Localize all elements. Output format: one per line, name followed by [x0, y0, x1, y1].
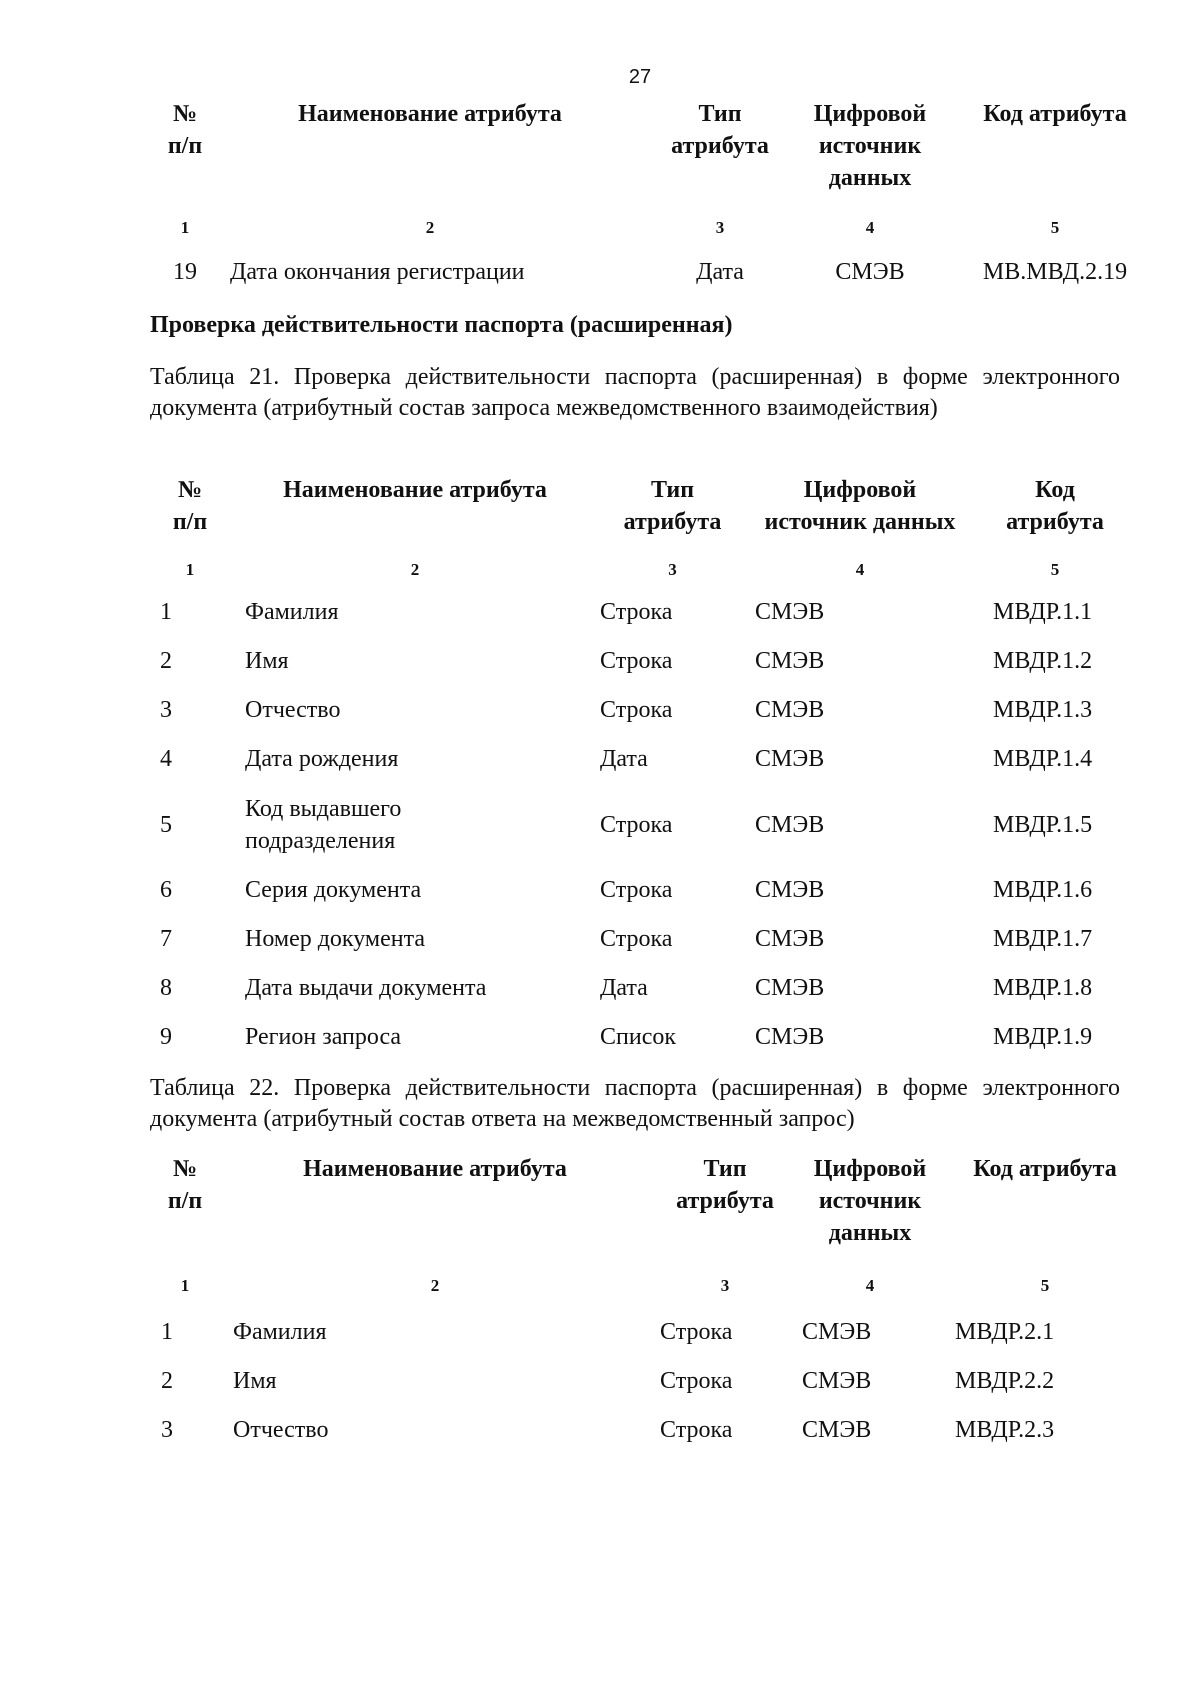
col-number: 2 [410, 560, 420, 579]
cell-name: Дата окончания регистрации [230, 259, 525, 285]
cell-name: Дата выдачи документа [245, 975, 487, 1001]
header-type-line: Тип [703, 1156, 747, 1182]
cell-code: МВДР.2.1 [955, 1319, 1055, 1345]
cell-code: МВДР.1.2 [993, 648, 1093, 674]
header-source-line: данных [828, 1220, 912, 1246]
cell-type: Строка [660, 1368, 733, 1394]
cell-source: СМЭВ [755, 1024, 825, 1050]
section-heading: Проверка действительности паспорта (расширенная) [150, 312, 733, 338]
cell-type: Дата [600, 975, 648, 1001]
cell-source: СМЭВ [755, 812, 825, 838]
cell-num: 19 [173, 259, 197, 285]
cell-name: Регион запроса [245, 1024, 402, 1050]
header-name-line: Наименование атрибута [283, 477, 547, 503]
cell-source: СМЭВ [802, 1319, 872, 1345]
header-name-line: Наименование атрибута [298, 101, 562, 127]
cell-source: СМЭВ [755, 877, 825, 903]
cell-source: СМЭВ [755, 599, 825, 625]
cell-code: МВДР.1.5 [993, 812, 1093, 838]
header-type [650, 1153, 800, 1217]
header-name-line: Наименование атрибута [303, 1156, 567, 1182]
col-number: 2 [430, 1276, 440, 1295]
cell-name-line: Код выдавшего [245, 796, 402, 822]
header-type [645, 98, 795, 162]
cell-source: СМЭВ [755, 975, 825, 1001]
header-num-line: п/п [167, 1188, 203, 1214]
col-number: 4 [865, 1276, 875, 1295]
header-type [600, 474, 745, 538]
header-code [985, 474, 1125, 538]
cell-name: Отчество [233, 1417, 329, 1443]
header-num [150, 98, 220, 162]
header-source-line: Цифровой [803, 477, 917, 503]
cell-name: Отчество [245, 697, 341, 723]
cell-name: Имя [245, 648, 289, 674]
cell-source: СМЭВ [802, 1417, 872, 1443]
cell-source: СМЭВ [802, 1368, 872, 1394]
cell-code: МВДР.2.3 [955, 1417, 1055, 1443]
header-name [240, 1153, 630, 1185]
header-num-line: п/п [167, 133, 203, 159]
header-type-line: атрибута [671, 133, 769, 159]
cell-type: Строка [660, 1417, 733, 1443]
header-code-line: Код [1035, 477, 1075, 503]
cell-type: Строка [660, 1319, 733, 1345]
col-number: 5 [1050, 560, 1060, 579]
header-source-line: данных [828, 165, 912, 191]
header-type-line: Тип [698, 101, 742, 127]
cell-type: Строка [600, 812, 673, 838]
cell-name: Серия документа [245, 877, 422, 903]
cell-num: 2 [161, 1368, 173, 1394]
cell-type: Дата [600, 746, 648, 772]
col-number: 2 [425, 218, 435, 237]
header-type-line: атрибута [623, 509, 722, 535]
cell-name-line: подразделения [245, 828, 396, 854]
header-code [955, 98, 1155, 130]
header-source-line: Цифровой [813, 101, 927, 127]
header-source [790, 98, 950, 194]
cell-source: СМЭВ [755, 746, 825, 772]
col-number: 4 [865, 218, 875, 237]
col-number: 5 [1050, 218, 1060, 237]
cell-num: 2 [160, 648, 172, 674]
header-source [745, 474, 975, 538]
col-number: 5 [1040, 1276, 1050, 1295]
header-num-line: № [172, 1156, 198, 1182]
cell-num: 1 [160, 599, 172, 625]
header-source-line: источник [818, 1188, 922, 1214]
header-name [240, 98, 620, 130]
page-number: 27 [628, 66, 652, 88]
cell-source: СМЭВ [755, 926, 825, 952]
cell-code: МВДР.2.2 [955, 1368, 1055, 1394]
cell-num: 6 [160, 877, 172, 903]
header-source [790, 1153, 950, 1249]
table21-caption: Таблица 21. Проверка действительности паспорта (расширенная) в форме электронного документа (атрибутный состав запроса межведомственного взаимодействия) [150, 364, 1120, 421]
header-code-line: атрибута [1006, 509, 1104, 535]
cell-num: 8 [160, 975, 172, 1001]
col-number: 4 [855, 560, 865, 579]
cell-code: МВДР.1.8 [993, 975, 1093, 1001]
cell-code: МВДР.1.4 [993, 746, 1093, 772]
col-number: 3 [668, 560, 677, 579]
cell-type: Строка [600, 877, 673, 903]
cell-name: Номер документа [245, 926, 426, 952]
cell-type: Строка [600, 926, 673, 952]
header-code [950, 1153, 1140, 1185]
col-number: 1 [180, 1276, 190, 1295]
header-source-line: источник [818, 133, 922, 159]
col-number: 1 [185, 560, 195, 579]
cell-code: МВ.МВД.2.19 [982, 259, 1128, 285]
header-num [155, 474, 225, 538]
cell-num: 4 [160, 746, 172, 772]
cell-type: Строка [600, 648, 673, 674]
cell-name: Имя [233, 1368, 277, 1394]
cell-code: МВДР.1.1 [993, 599, 1093, 625]
header-source-line: источник данных [764, 509, 956, 535]
col-number: 1 [180, 218, 190, 237]
cell-num: 3 [161, 1417, 173, 1443]
cell-type: Дата [696, 259, 744, 285]
cell-source: СМЭВ [835, 259, 905, 285]
cell-name: Фамилия [245, 599, 339, 625]
cell-code: МВДР.1.9 [993, 1024, 1093, 1050]
cell-code: МВДР.1.7 [993, 926, 1093, 952]
table22-caption: Таблица 22. Проверка действительности паспорта (расширенная) в форме электронного документа (атрибутный состав ответа на межведомственный запрос) [150, 1075, 1120, 1132]
header-type-line: атрибута [676, 1188, 774, 1214]
header-code-line: Код атрибута [973, 1156, 1117, 1182]
cell-num: 3 [160, 697, 172, 723]
cell-type: Список [600, 1024, 677, 1050]
header-num-line: № [177, 477, 203, 503]
cell-code: МВДР.1.3 [993, 697, 1093, 723]
cell-type: Строка [600, 599, 673, 625]
header-name [230, 474, 600, 506]
cell-name: Фамилия [233, 1319, 327, 1345]
header-code-line: Код атрибута [983, 101, 1127, 127]
col-number: 3 [715, 218, 725, 237]
header-source-line: Цифровой [813, 1156, 927, 1182]
cell-type: Строка [600, 697, 673, 723]
col-number: 3 [720, 1276, 730, 1295]
cell-num: 1 [161, 1319, 173, 1345]
cell-name: Дата рождения [245, 746, 399, 772]
header-num-line: № [172, 101, 198, 127]
cell-code: МВДР.1.6 [993, 877, 1093, 903]
header-num-line: п/п [172, 509, 208, 535]
cell-num: 9 [160, 1024, 172, 1050]
cell-source: СМЭВ [755, 648, 825, 674]
header-type-line: Тип [650, 477, 695, 503]
cell-num: 5 [160, 812, 172, 838]
cell-num: 7 [160, 926, 172, 952]
cell-name [245, 793, 585, 857]
cell-source: СМЭВ [755, 697, 825, 723]
header-num [150, 1153, 220, 1217]
